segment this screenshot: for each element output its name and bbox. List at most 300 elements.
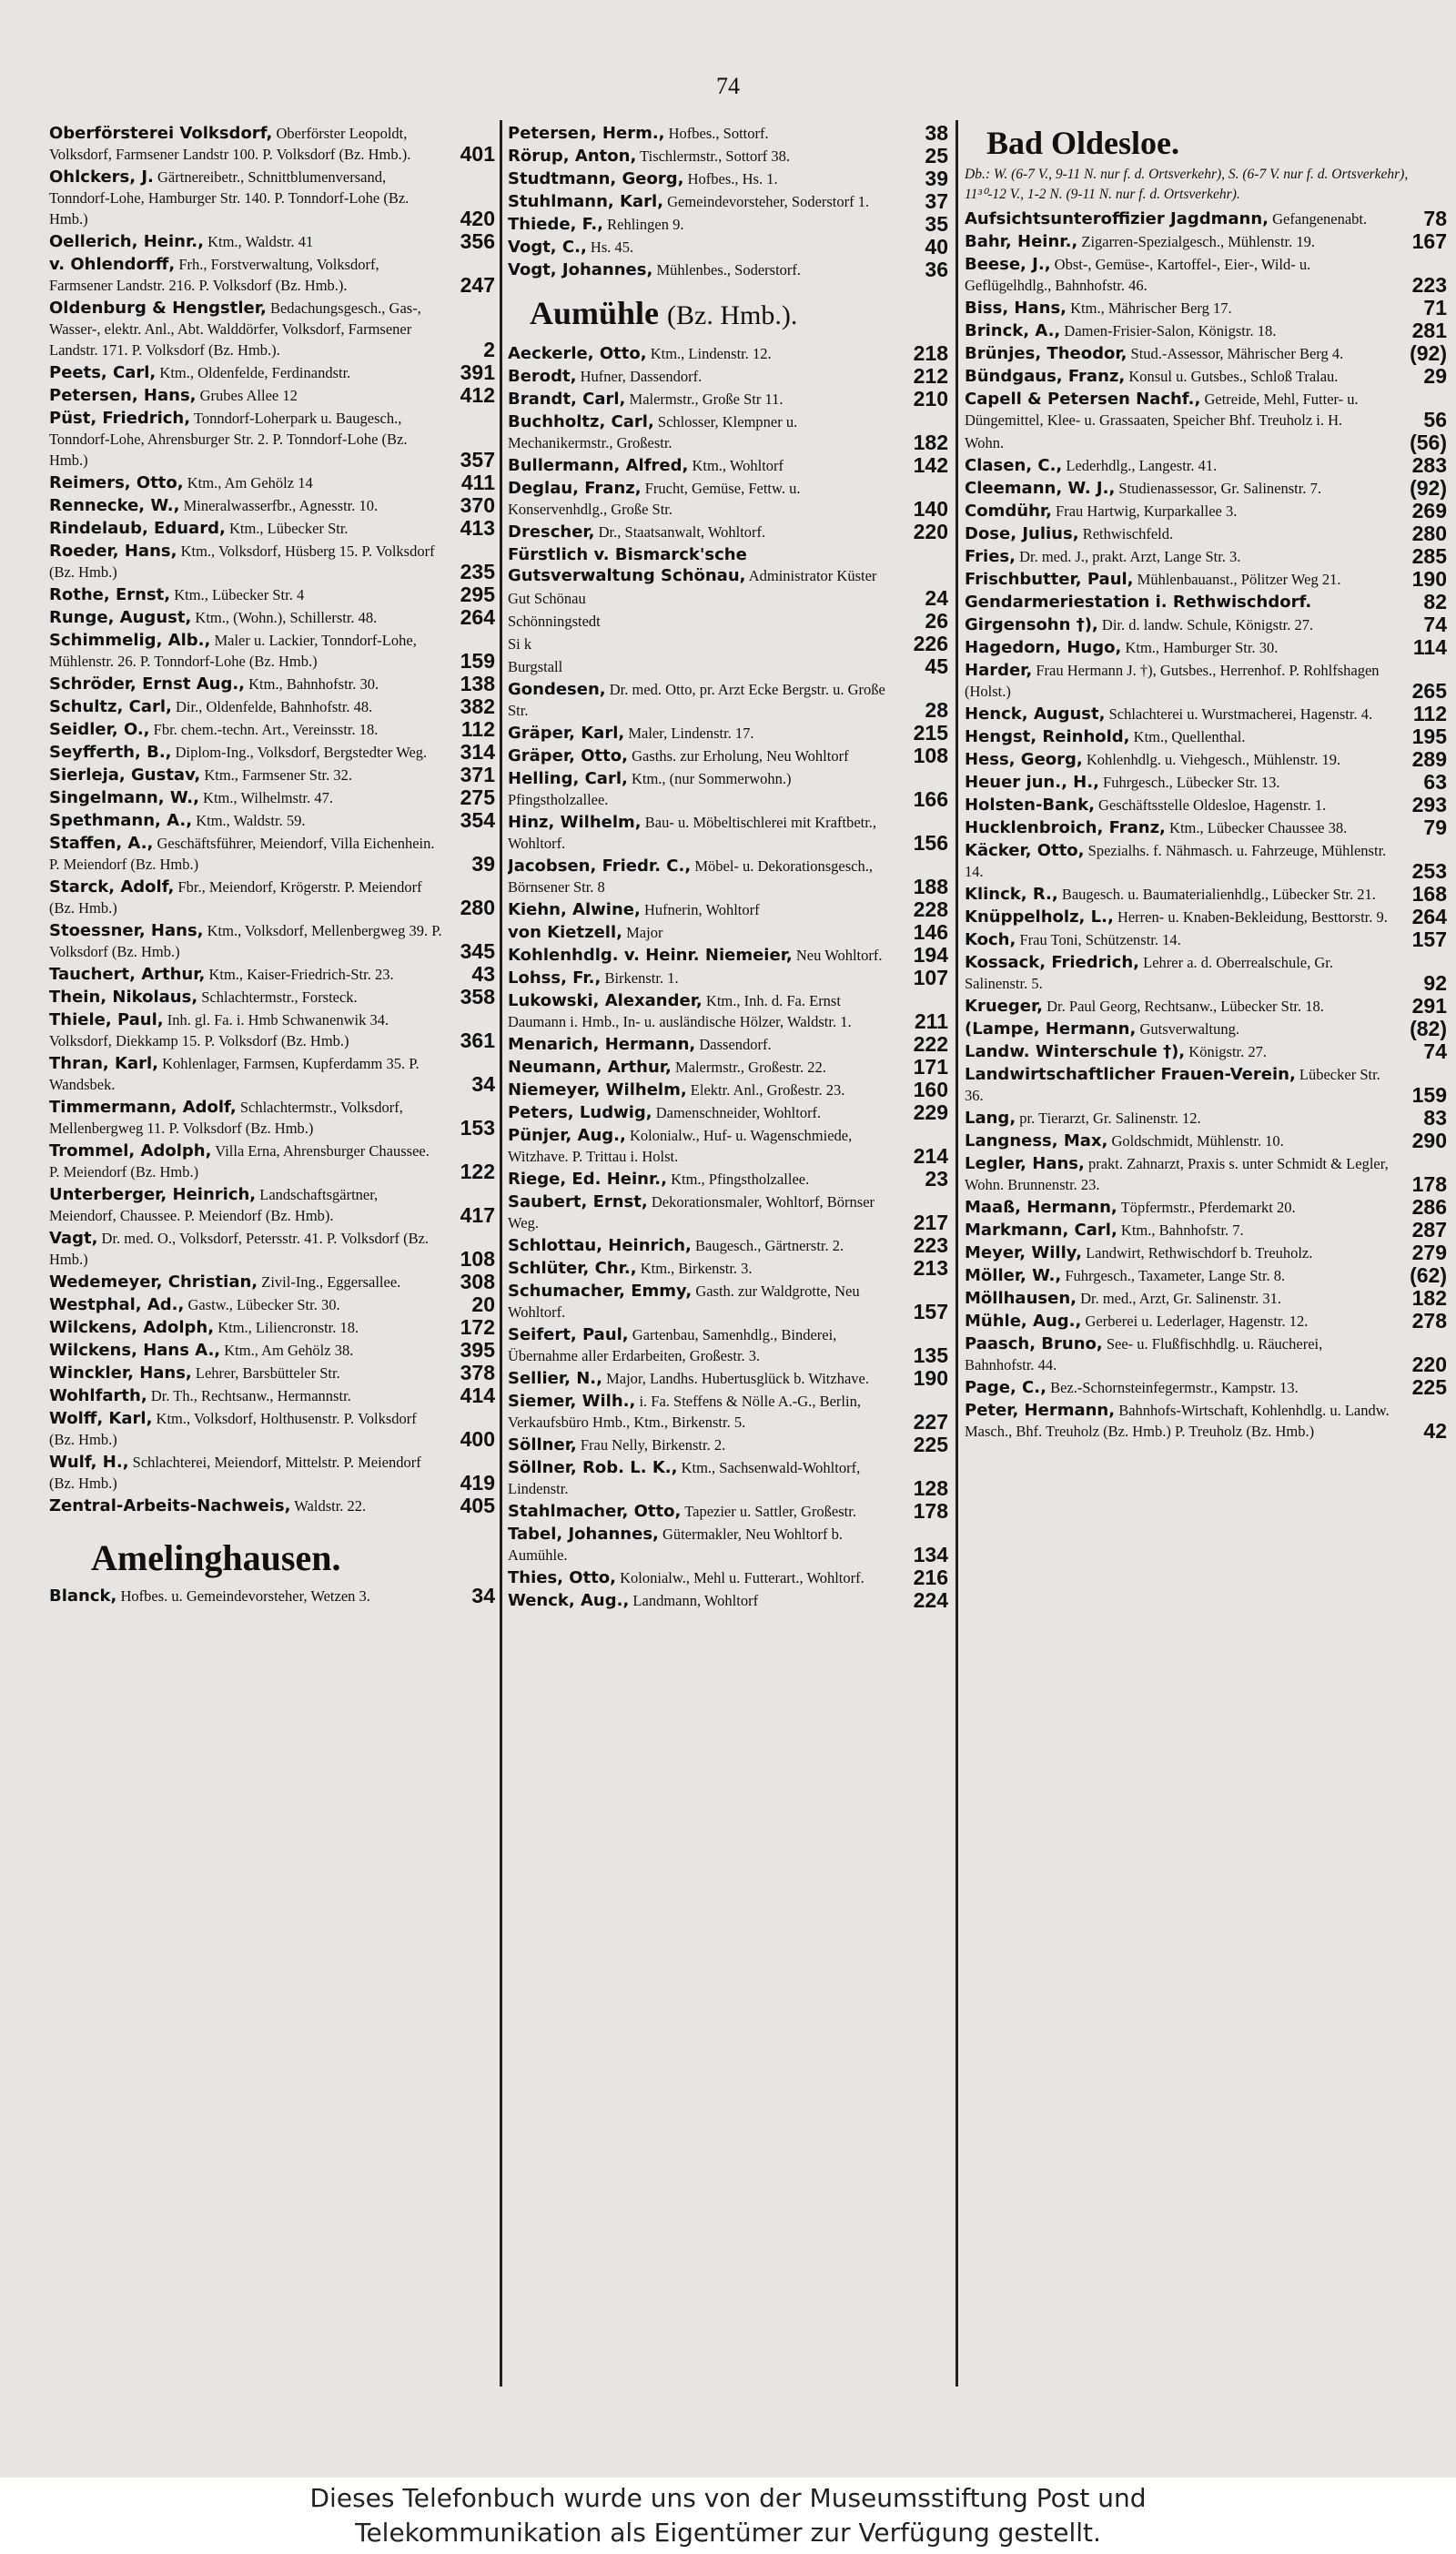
directory-entry	[965, 1064, 1447, 1106]
entry-details: Gütermakler, Neu Wohltorf b. Aumühle.	[508, 1525, 843, 1564]
phone-number: 290	[1411, 1129, 1447, 1152]
entry-details: Geschäftsführer, Meiendorf, Villa Eichenhein. P. Meiendorf (Bz. Hmb.)	[49, 835, 435, 873]
entry-details: Gefangenenabt.	[1272, 210, 1368, 228]
entry-name: Schlottau, Heinrich,	[508, 1236, 692, 1255]
entry-name: Bündgaus, Franz,	[965, 367, 1126, 386]
phone-number: 40	[925, 235, 948, 258]
entry-details: Major	[626, 924, 663, 941]
phone-number: 36	[925, 258, 948, 281]
directory-entry	[508, 1324, 948, 1366]
entry-name: Krueger,	[965, 997, 1044, 1016]
directory-entry	[49, 765, 495, 785]
entry-details: Mühlenbauanst., Pölitzer Weg 21.	[1137, 571, 1341, 588]
directory-entry	[965, 929, 1447, 950]
phone-number: 114	[1412, 635, 1447, 659]
directory-entry	[965, 254, 1447, 296]
phone-number: 156	[913, 831, 948, 855]
entry-details: Elektr. Anl., Großestr. 23.	[690, 1081, 845, 1099]
entry-details: Tischlermstr., Sottorf 38.	[640, 147, 790, 165]
entry-name: Henck, August,	[965, 704, 1106, 724]
phone-number: 211	[914, 1009, 948, 1033]
entry-name: Wedemeyer, Christian,	[49, 1272, 258, 1292]
directory-entry	[49, 877, 495, 918]
entry-details: pr. Tierarzt, Gr. Salinenstr. 12.	[1019, 1110, 1201, 1127]
entry-name: Paasch, Bruno,	[965, 1334, 1103, 1353]
directory-entry	[965, 231, 1447, 252]
directory-entry	[965, 996, 1447, 1017]
phone-number: 45	[925, 654, 948, 678]
entry-details: Ktm., Waldstr. 41	[207, 233, 314, 250]
directory-entry	[49, 1495, 495, 1516]
phone-number: 153	[460, 1116, 495, 1140]
entry-name: Zentral-Arbeits-Nachweis,	[49, 1496, 291, 1515]
entry-details: Mineralwasserfbr., Agnesstr. 10.	[183, 497, 379, 514]
phone-number: 82	[1423, 590, 1447, 613]
directory-entry	[508, 745, 948, 766]
entry-details: Lehrer a. d. Oberrealschule, Gr. Salinenstr. 5.	[965, 954, 1334, 992]
phone-number: 167	[1411, 229, 1447, 253]
phone-number: 400	[460, 1427, 495, 1451]
phone-number: 413	[460, 516, 495, 540]
entry-name: Landw. Winterschule †),	[965, 1042, 1186, 1061]
phone-number: 286	[1411, 1195, 1447, 1219]
phone-number: (92)	[1410, 341, 1447, 365]
directory-entry	[49, 742, 495, 763]
entry-name: Vogt, Johannes,	[508, 260, 653, 279]
entry-name: Niemeyer, Wilhelm,	[508, 1080, 687, 1100]
entry-details: Ktm., Birkenstr. 3.	[640, 1260, 753, 1277]
entry-name: Wulf, H.,	[49, 1453, 129, 1472]
entry-details: Hofbes., Sottorf.	[668, 125, 769, 142]
phone-number: 224	[913, 1588, 948, 1612]
entry-name: Frischbutter, Paul,	[965, 570, 1134, 589]
phone-number: 195	[1411, 725, 1447, 748]
directory-entry	[49, 495, 495, 516]
entry-details: Goldschmidt, Mühlenstr. 10.	[1111, 1132, 1284, 1150]
phone-number: 134	[913, 1543, 948, 1566]
phone-number: 280	[1411, 522, 1447, 545]
directory-entry	[508, 633, 948, 654]
entry-name: Menarich, Hermann,	[508, 1035, 696, 1054]
directory-entry	[965, 704, 1447, 725]
footer-line-1: Dieses Telefonbuch wurde uns von der Museumsstiftung Post und	[309, 2483, 1147, 2513]
directory-entry	[965, 749, 1447, 770]
phone-number: 142	[913, 453, 948, 477]
phone-number: 28	[925, 698, 948, 722]
phone-number: 405	[460, 1494, 495, 1517]
phone-number: 354	[460, 808, 495, 832]
directory-entry	[49, 584, 495, 605]
phone-number: 39	[925, 167, 948, 190]
directory-entry	[49, 1228, 495, 1270]
entry-details: Ktm., Pfingstholzallee.	[671, 1171, 810, 1188]
phone-number: 358	[460, 985, 495, 1008]
entry-details: Ktm., Volksdorf, Hüsberg 15. P. Volksdorf (Bz. Hmb.)	[49, 542, 435, 581]
entry-details: Malermstr., Große Str 11.	[629, 390, 784, 408]
phone-number: 378	[460, 1361, 495, 1384]
directory-entry	[508, 146, 948, 167]
directory-entry	[508, 1125, 948, 1167]
directory-entry	[965, 320, 1447, 341]
column-2	[508, 123, 948, 2380]
entry-name: Reimers, Otto,	[49, 473, 184, 492]
entry-name: Gendarmeriestation i. Rethwischdorf.	[965, 593, 1312, 612]
entry-name: Gräper, Karl,	[508, 724, 625, 743]
entry-name: Markmann, Carl,	[965, 1221, 1117, 1240]
entry-name: Deglau, Franz,	[508, 479, 642, 498]
entry-name: Page, C.,	[965, 1378, 1046, 1397]
phone-number: 135	[913, 1343, 948, 1367]
entry-details: Ktm., Farmsener Str. 32.	[204, 766, 353, 784]
entry-details: Damen-Frisier-Salon, Königstr. 18.	[1064, 322, 1277, 340]
entry-details: Tonndorf-Loherpark u. Baugesch., Tonndorf-Lohe, Ahrensburger Str. 2. P. Tonndorf-Lohe (Bz. Hmb.)	[49, 410, 408, 469]
directory-entry	[508, 214, 948, 235]
entry-details: Schönningstedt	[508, 613, 601, 630]
phone-number: 160	[913, 1078, 948, 1101]
directory-entry	[49, 1363, 495, 1383]
phone-number: 382	[460, 694, 495, 718]
phone-number: 235	[460, 560, 495, 583]
directory-entry	[965, 343, 1447, 364]
entry-name: Tauchert, Arthur,	[49, 965, 206, 984]
directory-entry	[965, 1130, 1447, 1151]
entry-name: Rennecke, W.,	[49, 496, 180, 515]
directory-entry	[508, 968, 948, 988]
entry-details: Hofbes. u. Gemeindevorsteher, Wetzen 3.	[120, 1587, 370, 1605]
phone-number: 253	[1411, 859, 1447, 883]
phone-number: 215	[913, 721, 948, 745]
heading-title: Aumühle	[530, 295, 660, 331]
directory-entry	[508, 922, 948, 943]
directory-entry	[508, 455, 948, 476]
directory-entry	[508, 123, 948, 144]
entry-details: Ktm., Lindenstr. 12.	[650, 345, 772, 362]
entry-details: Frau Hermann J. †), Gutsbes., Herrenhof. P. Rohlfshagen (Holst.)	[965, 662, 1380, 700]
phone-number: 414	[460, 1383, 495, 1407]
directory-entry	[508, 1590, 948, 1611]
directory-entry	[965, 660, 1447, 702]
entry-name: Stoessner, Hans,	[49, 921, 204, 940]
entry-name: Comdühr,	[965, 502, 1052, 521]
entry-name: Hinz, Wilhelm,	[508, 813, 642, 832]
entry-name: (Lampe, Hermann,	[965, 1019, 1137, 1039]
directory-entry	[49, 231, 495, 252]
entry-details: Ktm., Lübecker Chaussee 38.	[1169, 819, 1348, 836]
entry-name: Blanck,	[49, 1586, 117, 1606]
phone-number: 20	[471, 1292, 495, 1316]
phone-number: (56)	[1410, 431, 1447, 454]
entry-details: Bahnhofs-Wirtschaft, Kohlenhdlg. u. Landw. Masch., Bhf. Treuholz (Bz. Hmb.) P. Treuholz (Bz. Hmb.)	[965, 1402, 1390, 1440]
phone-number: 220	[1411, 1353, 1447, 1376]
directory-entry	[965, 726, 1447, 747]
phone-number: 79	[1423, 816, 1447, 839]
phone-number: 269	[1411, 499, 1447, 522]
directory-entry	[508, 1102, 948, 1123]
entry-name: Saubert, Ernst,	[508, 1192, 648, 1211]
entry-details: Frucht, Gemüse, Fettw. u. Konservenhdlg., Große Str.	[508, 480, 801, 518]
directory-entry	[508, 1434, 948, 1455]
entry-details: Frau Toni, Schützenstr. 14.	[1019, 931, 1181, 948]
phone-number: 281	[1411, 319, 1447, 342]
directory-entry	[49, 1408, 495, 1450]
entry-name: Winckler, Hans,	[49, 1363, 192, 1383]
entry-details: Bedachungsgesch., Gas-, Wasser-, elektr. Anl., Abt. Walddörfer, Volksdorf, Farmsener Landstr. 171. P. Volksdorf (Bz. Hmb.).	[49, 299, 421, 359]
directory-entry	[49, 1586, 495, 1606]
entry-details: Gasths. zur Erholung, Neu Wohltorf	[632, 747, 849, 765]
phone-number: 370	[460, 493, 495, 517]
directory-entry	[49, 1097, 495, 1139]
phone-number: 166	[913, 787, 948, 811]
directory-entry	[508, 1457, 948, 1499]
entry-name: Hucklenbroich, Franz,	[965, 818, 1166, 837]
entry-details: Lederhdlg., Langestr. 41.	[1066, 457, 1218, 474]
directory-entry	[508, 1057, 948, 1078]
entry-details: Ktm., Waldstr. 59.	[196, 812, 306, 829]
phone-number: 229	[913, 1100, 948, 1124]
phone-number: 182	[913, 431, 948, 454]
entry-name: Söllner,	[508, 1435, 577, 1454]
phone-number: 107	[913, 966, 948, 989]
entry-name: Thies, Otto,	[508, 1568, 617, 1587]
entry-details: Tapezier u. Sattler, Großestr.	[684, 1503, 856, 1520]
entry-details: Dr. med., Arzt, Gr. Salinenstr. 31.	[1080, 1290, 1281, 1307]
phone-number: (62)	[1410, 1263, 1447, 1287]
phone-number: 23	[925, 1167, 948, 1191]
entry-name: Harder,	[965, 661, 1033, 680]
phone-number: 35	[925, 212, 948, 236]
entry-details: Kohlenhdlg. u. Viehgesch., Mühlenstr. 19.	[1086, 751, 1341, 768]
directory-entry	[965, 1242, 1447, 1263]
directory-entry	[508, 945, 948, 966]
entry-details: Ktm., Sachsenwald-Wohltorf, Lindenstr.	[508, 1459, 861, 1497]
phone-number: 24	[925, 586, 948, 610]
phone-number: 227	[913, 1410, 948, 1434]
entry-details: Fuhrgesch., Lübecker Str. 13.	[1103, 774, 1280, 791]
directory-entry	[965, 884, 1447, 905]
directory-entry	[965, 840, 1447, 882]
phone-number: 356	[460, 229, 495, 253]
phone-number: 140	[913, 497, 948, 521]
entry-details: Damenschneider, Wohltorf.	[655, 1104, 822, 1121]
phone-number: 112	[1412, 702, 1447, 725]
entry-details: See- u. Flußfischhdlg. u. Räucherei, Bahnhofstr. 44.	[965, 1335, 1323, 1373]
entry-details: Gutsverwaltung.	[1139, 1020, 1239, 1038]
entry-name: Capell & Petersen Nachf.,	[965, 390, 1201, 409]
phone-number: 108	[460, 1247, 495, 1271]
phone-number: 63	[1423, 770, 1447, 794]
entry-details: Ktm., (nur Sommerwohn.) Pfingstholzallee.	[508, 770, 792, 808]
directory-entry	[965, 1311, 1447, 1332]
directory-entry	[49, 1140, 495, 1182]
directory-entry	[49, 167, 495, 229]
directory-entry	[49, 964, 495, 985]
phone-number: 361	[460, 1029, 495, 1052]
phone-number: 39	[471, 852, 495, 876]
entry-details: Gartenbau, Samenhdlg., Binderei, Übernahme aller Erdarbeiten, Großestr. 3.	[508, 1326, 837, 1364]
entry-name: Fürstlich v. Bismarck'sche Gutsverwaltung Schönau,	[508, 545, 747, 585]
phone-number: 168	[1411, 882, 1447, 906]
entry-name: Klinck, R.,	[965, 885, 1058, 904]
directory-entry	[965, 1153, 1447, 1195]
phone-number: 419	[460, 1471, 495, 1495]
directory-entry	[508, 191, 948, 212]
directory-entry	[965, 298, 1447, 319]
phone-number: 265	[1411, 679, 1447, 703]
entry-details: Birkenstr. 1.	[604, 969, 679, 987]
entry-name: Sellier, N.,	[508, 1369, 602, 1388]
entry-name: Runge, August,	[49, 608, 192, 627]
phone-number: 283	[1411, 453, 1447, 477]
entry-name: Kiehn, Alwine,	[508, 900, 641, 919]
entry-name: Helling, Carl,	[508, 769, 628, 788]
phone-number: 171	[913, 1055, 948, 1079]
entry-list	[965, 208, 1447, 1442]
phone-number: 287	[1411, 1218, 1447, 1242]
entry-name: Vogt, C.,	[508, 238, 587, 257]
entry-details: Dr. med. Otto, pr. Arzt Ecke Bergstr. u. Große Str.	[508, 681, 885, 719]
directory-entry	[49, 719, 495, 740]
entry-name: Seifert, Paul,	[508, 1325, 629, 1344]
phone-number: 225	[913, 1433, 948, 1456]
entry-name: Thein, Nikolaus,	[49, 988, 198, 1007]
entry-details: Hs. 45.	[590, 238, 634, 256]
phone-number: 308	[460, 1270, 495, 1293]
entry-name: Sierleja, Gustav,	[49, 765, 201, 785]
entry-details: Ktm., Lübecker Str. 4	[174, 586, 305, 603]
entry-details: Zigarren-Spezialgesch., Mühlenstr. 19.	[1081, 233, 1315, 250]
entry-name: Brünjes, Theodor,	[965, 344, 1127, 363]
entry-name: Vagt,	[49, 1229, 98, 1248]
entry-name: Möller, W.,	[965, 1266, 1062, 1285]
entry-list	[49, 1586, 495, 1606]
phone-number: 178	[913, 1499, 948, 1523]
entry-details: Schlachtermstr., Forsteck.	[201, 988, 358, 1006]
entry-name: Käcker, Otto,	[965, 841, 1085, 860]
entry-name: Maaß, Hermann,	[965, 1198, 1117, 1217]
directory-entry	[508, 1391, 948, 1433]
phone-number: 194	[913, 943, 948, 967]
phone-number: 371	[460, 763, 495, 786]
entry-details: Maler, Lindenstr. 17.	[628, 725, 754, 742]
entry-name: Studtmann, Georg,	[508, 169, 684, 188]
directory-entry	[965, 907, 1447, 927]
directory-entry	[965, 1377, 1447, 1398]
directory-entry	[508, 611, 948, 632]
entry-name: Meyer, Willy,	[965, 1243, 1082, 1262]
entry-name: Girgensohn †),	[965, 615, 1098, 634]
entry-name: Mühle, Aug.,	[965, 1312, 1082, 1331]
entry-details: Ktm., Volksdorf, Holthusenstr. P. Volksdorf (Bz. Hmb.)	[49, 1410, 417, 1448]
entry-name: Berodt,	[508, 367, 577, 386]
phone-number: 78	[1423, 207, 1447, 230]
phone-number: 280	[460, 896, 495, 919]
column-divider	[956, 120, 958, 2387]
entry-name: Petersen, Herm.,	[508, 124, 665, 143]
column-divider	[500, 120, 502, 2387]
entry-name: v. Ohlendorff,	[49, 255, 176, 274]
directory-entry	[965, 1019, 1447, 1039]
entry-name: Aeckerle, Otto,	[508, 344, 647, 363]
entry-name: Söllner, Rob. L. K.,	[508, 1458, 678, 1477]
entry-details: Fbr. chem.-techn. Art., Vereinsstr. 18.	[153, 721, 379, 738]
directory-entry	[965, 1400, 1447, 1442]
entry-details: Ktm., Kaiser-Friedrich-Str. 23.	[208, 966, 394, 983]
directory-entry	[508, 478, 948, 520]
entry-name: Brandt, Carl,	[508, 390, 626, 409]
section-heading-bad-oldesloe: Bad Oldesloe.	[986, 125, 1180, 161]
entry-name: Ohlckers, J.	[49, 167, 154, 187]
phone-number: 395	[460, 1338, 495, 1362]
phone-number: 29	[1423, 364, 1447, 388]
directory-entry	[49, 696, 495, 717]
phone-number: 228	[913, 897, 948, 921]
entry-name: Koch,	[965, 930, 1016, 949]
entry-details: prakt. Zahnarzt, Praxis s. unter Schmidt & Legler, Wohn. Brunnenstr. 23.	[965, 1155, 1389, 1193]
entry-details: Obst-, Gemüse-, Kartoffel-, Eier-, Wild- u. Geflügelhdlg., Bahnhofstr. 46.	[965, 256, 1311, 294]
directory-entry	[49, 1009, 495, 1051]
footer-notice	[0, 2478, 1456, 2554]
entry-details: Rethwischfeld.	[1082, 525, 1174, 542]
directory-entry	[508, 1258, 948, 1279]
phone-number: 38	[925, 123, 948, 145]
entry-name: Lukowski, Alexander,	[508, 991, 703, 1010]
directory-entry	[508, 1567, 948, 1588]
directory-entry	[508, 1191, 948, 1233]
phone-number: 216	[913, 1566, 948, 1589]
entry-details: Kolonialw., Huf- u. Wagenschmiede, Witzhave. P. Trittau i. Holst.	[508, 1127, 853, 1165]
phone-number: 182	[1411, 1286, 1447, 1310]
directory-entry	[508, 1524, 948, 1566]
entry-name: Siemer, Wilh.,	[508, 1392, 636, 1411]
section-heading-amelinghausen: Amelinghausen.	[91, 1537, 341, 1578]
entry-name: Schultz, Carl,	[49, 697, 172, 716]
phone-number: 112	[460, 717, 495, 741]
directory-entry	[508, 899, 948, 920]
phone-number: 213	[913, 1256, 948, 1280]
directory-entry	[49, 1317, 495, 1338]
directory-entry	[965, 772, 1447, 793]
directory-entry	[965, 817, 1447, 838]
entry-name: Stahlmacher, Otto,	[508, 1502, 682, 1521]
phone-number: 25	[925, 144, 948, 167]
directory-entry	[508, 259, 948, 280]
directory-entry	[508, 768, 948, 810]
phone-number: 247	[460, 273, 495, 297]
directory-entry	[49, 607, 495, 628]
phone-number: 412	[460, 383, 495, 407]
phone-number: 128	[913, 1476, 948, 1500]
phone-number: 157	[1411, 927, 1447, 951]
entry-name: Peter, Hermann,	[965, 1401, 1116, 1420]
entry-details: Dir., Oldenfelde, Bahnhofstr. 48.	[175, 698, 373, 715]
phone-number: 159	[460, 649, 495, 673]
entry-details: Ktm., Wohltorf	[692, 457, 784, 474]
directory-entry	[49, 1053, 495, 1095]
directory-entry	[49, 1452, 495, 1494]
entry-details: Fuhrgesch., Taxameter, Lange Str. 8.	[1065, 1267, 1286, 1284]
entry-details: Ktm., Wilhelmstr. 47.	[203, 789, 333, 806]
directory-entry	[965, 1041, 1447, 1062]
phone-number: 264	[460, 605, 495, 629]
entry-name: Spethmann, A.,	[49, 811, 193, 830]
entry-details: Ktm., Bahnhofstr. 30.	[248, 675, 379, 693]
entry-details: Hofbes., Hs. 1.	[687, 170, 778, 187]
entry-details: Dir. d. landw. Schule, Königstr. 27.	[1101, 616, 1314, 633]
entry-name: Wohlfarth,	[49, 1386, 147, 1405]
entry-details: Burgstall	[508, 658, 563, 675]
entry-details: Dr., Staatsanwalt, Wohltorf.	[598, 523, 766, 541]
entry-name: Bullermann, Alfred,	[508, 456, 689, 475]
